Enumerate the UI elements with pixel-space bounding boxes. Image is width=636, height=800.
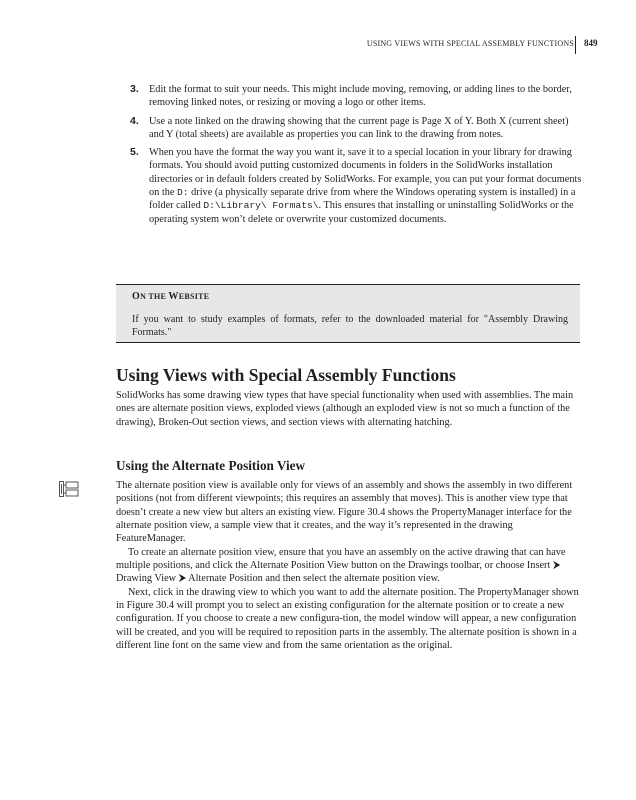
sidebar-title-smallcaps: N THE bbox=[140, 292, 169, 301]
step-text bbox=[149, 146, 582, 226]
sidebar-title-smallcaps: EBSITE bbox=[178, 292, 210, 301]
running-header bbox=[0, 36, 636, 52]
step-text-segment: drive (a physically separate drive from where the Windows operating system is installed) in a folder called bbox=[149, 187, 576, 212]
header-divider bbox=[575, 36, 576, 54]
sidebar-title bbox=[132, 291, 209, 302]
subsection-body bbox=[116, 479, 582, 652]
body-paragraph: To create an alternate position view, ensure that you have an assembly on the active drawing that can have multiple positions, and click the Alternate Position View button on the Drawings toolbar, or choose Insert ⮞ Drawing View ⮞ Alternate Position and then select the alternate position view. bbox=[116, 546, 566, 585]
step-number: 3. bbox=[130, 83, 139, 95]
sidebar-text: If you want to study examples of formats, refer to the downloaded material for "Assembly Drawing Formats." bbox=[132, 314, 568, 338]
step-item bbox=[130, 146, 582, 226]
subsection-heading: Using the Alternate Position View bbox=[116, 458, 306, 473]
sidebar-title-initial: O bbox=[132, 291, 141, 302]
body-paragraph: Next, click in the drawing view to which you want to add the alternate position. The PropertyManager shown in Figure 30.4 will prompt you to select an existing configuration for the alternate position or to create a new configuration. If you choose to create a new configura-tion, the model window will appear, a new configuration will be created, and you will be required to reposition parts in the assembly. The alternate position is shown in a different line font on the same view and from the same orientation as the original. bbox=[116, 586, 579, 652]
page-number: 849 bbox=[584, 38, 598, 48]
step-item bbox=[130, 83, 582, 110]
step-number: 5. bbox=[130, 146, 139, 159]
on-the-website-sidebar bbox=[116, 284, 580, 343]
step-text: Use a note linked on the drawing showing that the current page is Page X of Y. Both X (current sheet) and Y (total sheets) are available as properties you can link to the drawing from notes. bbox=[149, 115, 569, 140]
running-header-title: USING VIEWS WITH SPECIAL ASSEMBLY FUNCTIONS bbox=[366, 39, 574, 48]
step-text-segment: When you have the format the way you want it, save it to a special location in your library for drawing formats. You should avoid putting customized documents in folders in the SolidWorks installation directories or in default folders created by SolidWorks. For example, you can put your format documents on the bbox=[149, 147, 582, 199]
step-number: 4. bbox=[130, 114, 139, 127]
step-text-segment: . This ensures that installing or uninstalling SolidWorks or the operating system won’t delete or overwrite your customized documents. bbox=[149, 200, 574, 225]
sidebar-title-initial: W bbox=[168, 291, 179, 302]
section-intro: SolidWorks has some drawing view types that have special functionality when used with assemblies. The main ones are alternate position views, exploded views (although an exploded view is not so much a function of the drawing), Broken-Out section views, and section views with alternating hatching. bbox=[116, 390, 574, 428]
numbered-steps bbox=[130, 83, 582, 231]
step-text: Edit the format to suit your needs. This might include moving, removing, or adding lines to the border, removing linked notes, or resizing or moving a logo or other items. bbox=[149, 84, 572, 109]
new-feature-icon bbox=[59, 481, 79, 497]
step-item bbox=[130, 115, 582, 142]
drive-code: D: bbox=[177, 187, 189, 199]
folder-path-code: D:\Library\ Formats\ bbox=[203, 200, 319, 212]
section-heading: Using Views with Special Assembly Functions bbox=[116, 365, 456, 385]
body-paragraph: The alternate position view is available only for views of an assembly and shows the assembly in two different positions (not from different viewpoints; this requires an assembly that moves). This is another view type that doesn’t create a new view but alters an existing view. Figure 30.4 shows the PropertyManager interface for the alternate position view, a sample view that it creates, and the way it’s represented in the drawing FeatureManager. bbox=[116, 480, 573, 545]
